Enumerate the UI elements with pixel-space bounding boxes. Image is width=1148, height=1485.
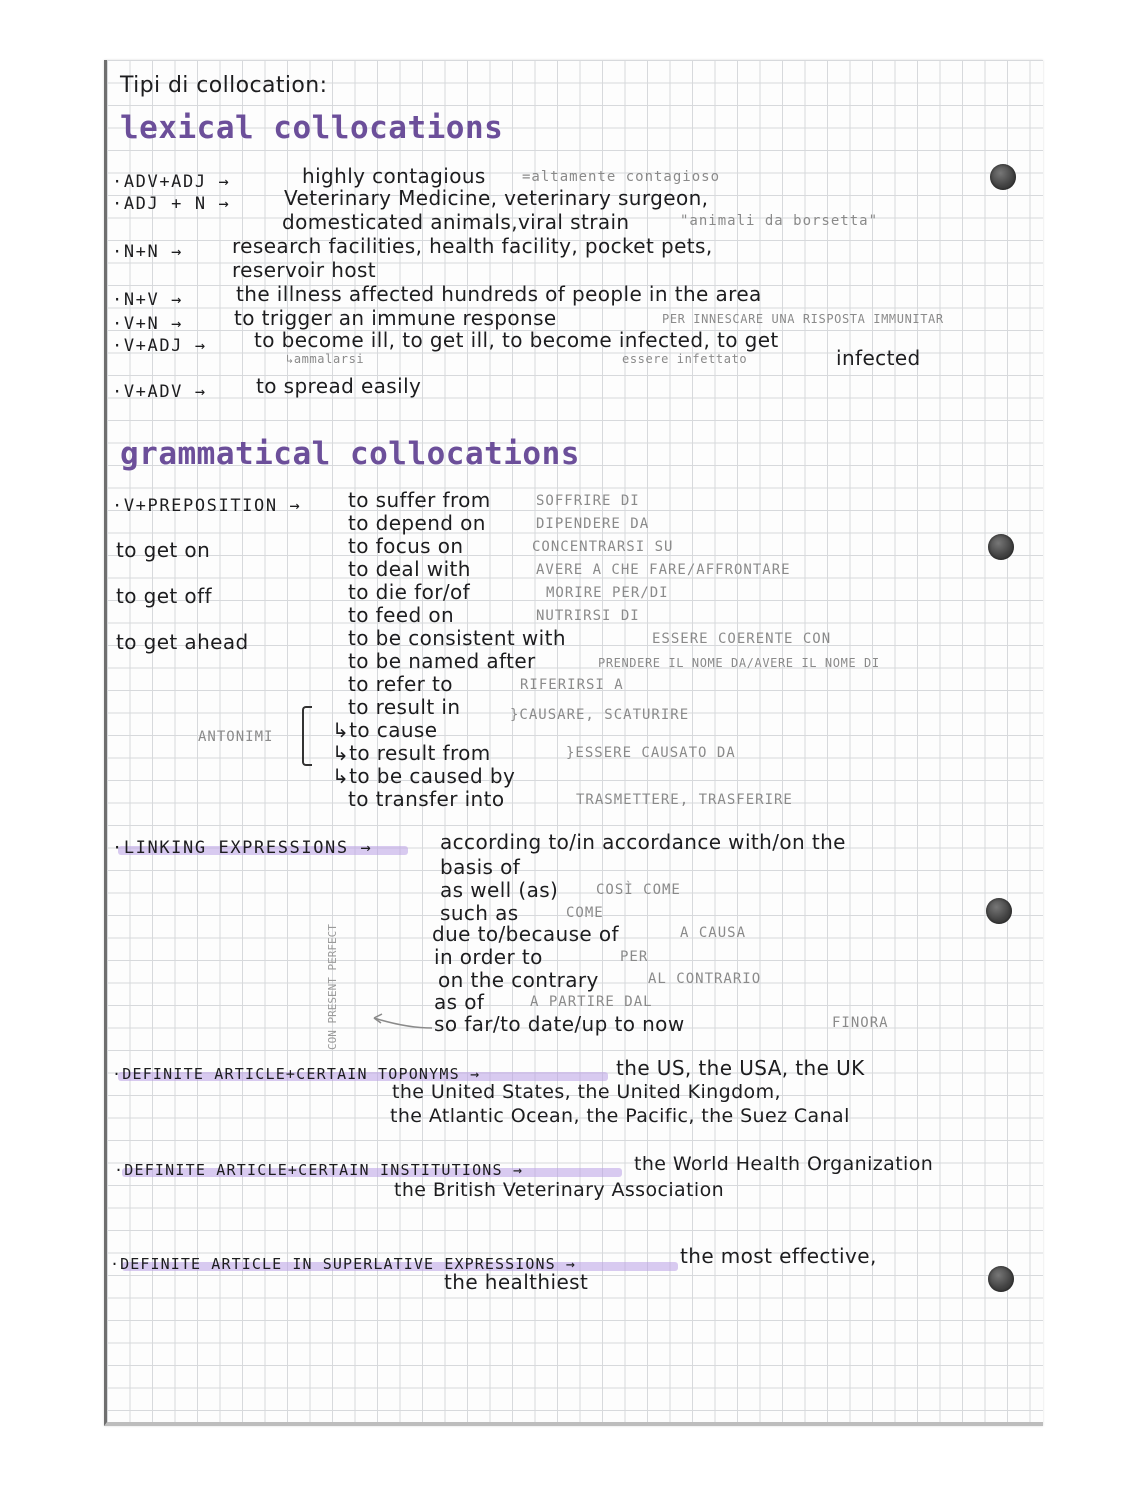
verb-10: to result in — [348, 695, 461, 719]
verb-3-translation: CONCENTRARSI SU — [532, 539, 674, 555]
arrow-icon — [366, 1006, 436, 1036]
verb-10-translation: }CAUSARE, SCATURIRE — [510, 707, 690, 723]
verb-11: ↳to cause — [332, 718, 438, 742]
binder-hole-1 — [990, 164, 1016, 190]
side-note-1: to get on — [116, 538, 211, 562]
lexical-pattern-3: ·N+N → — [112, 242, 184, 262]
toponyms-line3: the Atlantic Ocean, the Pacific, the Suez Canal — [390, 1105, 850, 1127]
verb-5-translation: MORIRE PER/DI — [546, 585, 669, 601]
toponyms-line2: the United States, the United Kingdom, — [392, 1081, 781, 1103]
verb-7-translation: ESSERE COERENTE CON — [652, 631, 832, 647]
superlative-label: ·DEFINITE ARTICLE IN SUPERLATIVE EXPRESSIONS → — [110, 1255, 577, 1273]
institutions-line1: the World Health Organization — [634, 1153, 934, 1175]
linking-2: basis of — [440, 855, 521, 879]
grammatical-label: ·V+PREPOSITION → — [112, 496, 302, 516]
lexical-translation-6b: essere infettato — [622, 352, 748, 366]
linking-5-translation: A CAUSA — [680, 925, 747, 941]
lexical-example-2b: domesticated animals,viral strain — [282, 210, 630, 234]
verb-7: to be consistent with — [348, 626, 566, 650]
grammatical-title: grammatical collocations — [120, 436, 580, 472]
superlative-line1: the most effective, — [680, 1244, 877, 1268]
linking-9: so far/to date/up to now — [434, 1012, 685, 1036]
antonimi-bracket — [302, 706, 312, 766]
lexical-example-2: Veterinary Medicine, veterinary surgeon, — [284, 186, 709, 210]
lexical-example-4: the illness affected hundreds of people in the area — [236, 282, 762, 306]
linking-9-translation: FINORA — [832, 1015, 889, 1031]
lexical-pattern-5: ·V+N → — [112, 314, 184, 334]
verb-8-translation: PRENDERE IL NOME DA/AVERE IL NOME DI — [598, 656, 880, 670]
verb-3: to focus on — [348, 534, 464, 558]
toponyms-line1: the US, the USA, the UK — [616, 1056, 865, 1080]
linking-7: on the contrary — [438, 968, 599, 992]
lexical-pattern-7: ·V+ADV → — [112, 382, 207, 402]
verb-12-translation: }ESSERE CAUSATO DA — [566, 745, 736, 761]
lexical-translation-6a: ↳ammalarsi — [286, 352, 365, 366]
linking-1: according to/in accordance with/on the — [440, 830, 846, 854]
lexical-translation-2: "animali da borsetta" — [680, 213, 879, 229]
superlative-line2: the healthiest — [444, 1270, 589, 1294]
verb-2-translation: DIPENDERE DA — [536, 516, 650, 532]
verb-1-translation: SOFFRIRE DI — [536, 493, 640, 509]
verb-6-translation: NUTRIRSI DI — [536, 608, 640, 624]
lexical-example-6b: infected — [836, 346, 921, 370]
lexical-example-1: highly contagious — [302, 164, 486, 188]
toponyms-label: ·DEFINITE ARTICLE+CERTAIN TOPONYMS → — [112, 1065, 481, 1083]
linking-7-translation: AL CONTRARIO — [648, 971, 762, 987]
verb-9-translation: RIFERIRSI A — [520, 677, 624, 693]
side-note-3: to get ahead — [116, 630, 249, 654]
antonimi-label: ANTONIMI — [198, 729, 274, 745]
lexical-example-3: research facilities, health facility, pocket pets, — [232, 234, 713, 258]
verb-8: to be named after — [348, 649, 536, 673]
verb-12: ↳to result from — [332, 741, 491, 765]
lexical-example-7: to spread easily — [256, 374, 422, 398]
verb-6: to feed on — [348, 603, 455, 627]
lexical-translation-5: PER INNESCARE UNA RISPOSTA IMMUNITAR — [662, 312, 944, 326]
institutions-line2: the British Veterinary Association — [394, 1179, 725, 1201]
binder-hole-3 — [986, 898, 1012, 924]
verb-4: to deal with — [348, 557, 471, 581]
binder-hole-2 — [988, 534, 1014, 560]
linking-5: due to/because of — [432, 922, 619, 946]
lexical-pattern-1: ·ADV+ADJ → — [112, 172, 231, 192]
page-heading: Tipi di collocation: — [120, 73, 328, 98]
linking-8: as of — [434, 990, 485, 1014]
side-note-2: to get off — [116, 584, 212, 608]
linking-6-translation: PER — [620, 949, 649, 965]
present-perfect-note: CON PRESENT PERFECT — [326, 924, 339, 1050]
verb-2: to depend on — [348, 511, 486, 535]
verb-1: to suffer from — [348, 488, 491, 512]
lexical-title: lexical collocations — [120, 110, 504, 146]
institutions-label: ·DEFINITE ARTICLE+CERTAIN INSTITUTIONS → — [114, 1161, 524, 1179]
linking-4-translation: COME — [566, 905, 604, 921]
linking-4: such as — [440, 901, 519, 925]
linking-label: ·LINKING EXPRESSIONS → — [112, 838, 373, 858]
verb-4-translation: AVERE A CHE FARE/AFFRONTARE — [536, 562, 791, 578]
lexical-example-3b: reservoir host — [232, 258, 377, 282]
lexical-example-5: to trigger an immune response — [234, 306, 557, 330]
verb-14: to transfer into — [348, 787, 505, 811]
lexical-translation-1: =altamente contagioso — [522, 169, 721, 185]
binder-hole-4 — [988, 1266, 1014, 1292]
linking-3-translation: COSÌ COME — [596, 882, 681, 898]
linking-3: as well (as) — [440, 878, 559, 902]
lexical-pattern-4: ·N+V → — [112, 290, 184, 310]
linking-8-translation: A PARTIRE DAL — [530, 994, 653, 1010]
verb-13: ↳to be caused by — [332, 764, 516, 788]
lexical-example-6: to become ill, to get ill, to become infected, to get — [254, 328, 779, 352]
lexical-pattern-2: ·ADJ + N → — [112, 194, 231, 214]
verb-5: to die for/of — [348, 580, 471, 604]
verb-9: to refer to — [348, 672, 453, 696]
linking-6: in order to — [434, 945, 543, 969]
lexical-pattern-6: ·V+ADJ → — [112, 336, 207, 356]
verb-14-translation: TRASMETTERE, TRASFERIRE — [576, 792, 793, 808]
